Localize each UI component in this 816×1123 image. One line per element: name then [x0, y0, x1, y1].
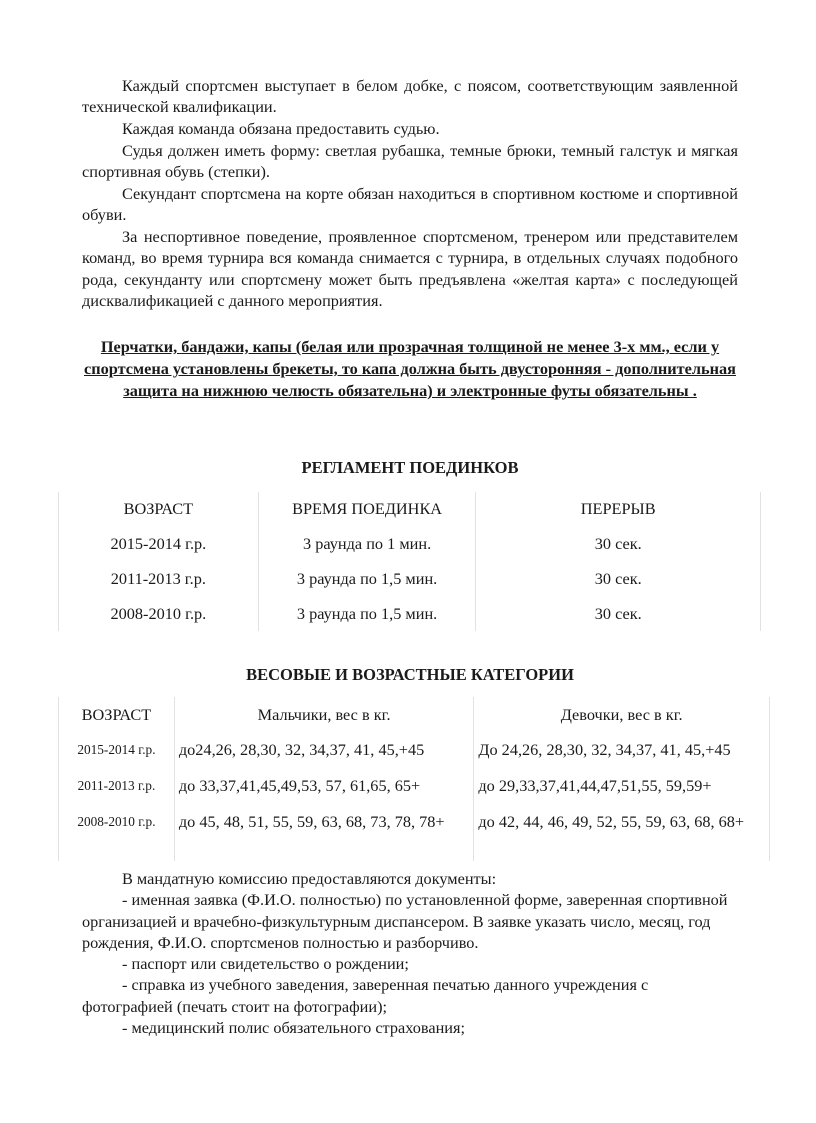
paragraph-second: Секундант спортсмена на корте обязан находиться в спортивном костюме и спортивной обуви.: [82, 184, 738, 225]
column-header: Девочки, вес в кг.: [474, 697, 770, 733]
boys-weights-cell: до24,26, 28,30, 32, 34,37, 41, 45,+45: [174, 733, 474, 769]
documents-section: [82, 868, 738, 1038]
table-header-row: [59, 697, 770, 733]
column-header: ВОЗРАСТ: [59, 697, 175, 733]
column-header: ПЕРЕРЫВ: [476, 492, 761, 526]
paragraph-judge-duty: Каждая команда обязана предоставить судью.: [122, 119, 440, 138]
table-header-row: [59, 492, 761, 526]
table-row: [59, 596, 761, 631]
girls-weights-cell: До 24,26, 28,30, 32, 34,37, 41, 45,+45: [474, 733, 770, 769]
break-cell: 30 сек.: [476, 561, 761, 596]
documents-item: - паспорт или свидетельство о рождении;: [122, 954, 409, 974]
column-header: ВОЗРАСТ: [59, 492, 259, 526]
age-cell: 2011-2013 г.р.: [59, 769, 175, 805]
table-row: [59, 561, 761, 596]
duration-cell: 3 раунда по 1,5 мин.: [258, 561, 476, 596]
age-cell: 2008-2010 г.р.: [59, 805, 175, 861]
weight-categories-heading: ВЕСОВЫЕ И ВОЗРАСТНЫЕ КАТЕГОРИИ: [246, 665, 574, 684]
girls-weights-cell: до 42, 44, 46, 49, 52, 55, 59, 63, 68, 68+: [474, 805, 770, 861]
paragraph-uniform: Каждый спортсмен выступает в белом добке, с поясом, соответствующим заявленной технической квалификации.: [82, 76, 738, 117]
documents-item: - медицинский полис обязательного страхования;: [122, 1018, 466, 1038]
bout-rules-heading: РЕГЛАМЕНТ ПОЕДИНКОВ: [301, 458, 519, 477]
table-row: [59, 526, 761, 561]
table-row: [59, 733, 770, 769]
paragraph-conduct: За неспортивное поведение, проявленное спортсменом, тренером или представителем команд, во время турнира вся команда снимается с турнира, в отдельных случаях подобного рода, секунданту или спортсмену может быть предъявлена «желтая карта» с последующей дисквалификацией с данного мероприятия.: [82, 227, 738, 310]
boys-weights-cell: до 33,37,41,45,49,53, 57, 61,65, 65+: [174, 769, 474, 805]
girls-weights-cell: до 29,33,37,41,44,47,51,55, 59,59+: [474, 769, 770, 805]
documents-item: - справка из учебного заведения, заверенная печатью данного учреждения с фотографией (печать стоит на фотографии);: [82, 975, 649, 1016]
age-cell: 2011-2013 г.р.: [59, 561, 259, 596]
documents-item: - именная заявка (Ф.И.О. полностью) по установленной форме, заверенная спортивной организацией и врачебно-физкультурным диспансером. В заявке указать число, месяц, год рождения, Ф.И.О. спортсменов полностью и разборчиво.: [82, 890, 728, 952]
equipment-notice: Перчатки, бандажи, капы (белая или прозрачная толщиной не менее 3-х мм., если у спортсмена установлены брекеты, то капа должна быть двусторонняя - дополнительная защита на нижнюю челюсть обязательна) и электронные футы обязательны .: [84, 337, 736, 400]
table-row: [59, 805, 770, 861]
table-row: [59, 769, 770, 805]
duration-cell: 3 раунда по 1,5 мин.: [258, 596, 476, 631]
break-cell: 30 сек.: [476, 596, 761, 631]
column-header: ВРЕМЯ ПОЕДИНКА: [258, 492, 476, 526]
age-cell: 2015-2014 г.р.: [59, 526, 259, 561]
age-cell: 2008-2010 г.р.: [59, 596, 259, 631]
weight-categories-table: [58, 697, 770, 861]
boys-weights-cell: до 45, 48, 51, 55, 59, 63, 68, 73, 78, 78+: [174, 805, 474, 861]
column-header: Мальчики, вес в кг.: [174, 697, 474, 733]
documents-intro: В мандатную комиссию предоставляются документы:: [122, 869, 497, 888]
paragraph-judge-uniform: Судья должен иметь форму: светлая рубашка, темные брюки, темный галстук и мягкая спортивная обувь (степки).: [82, 141, 738, 182]
bout-rules-table: [58, 492, 761, 631]
age-cell: 2015-2014 г.р.: [59, 733, 175, 769]
break-cell: 30 сек.: [476, 526, 761, 561]
duration-cell: 3 раунда по 1 мин.: [258, 526, 476, 561]
